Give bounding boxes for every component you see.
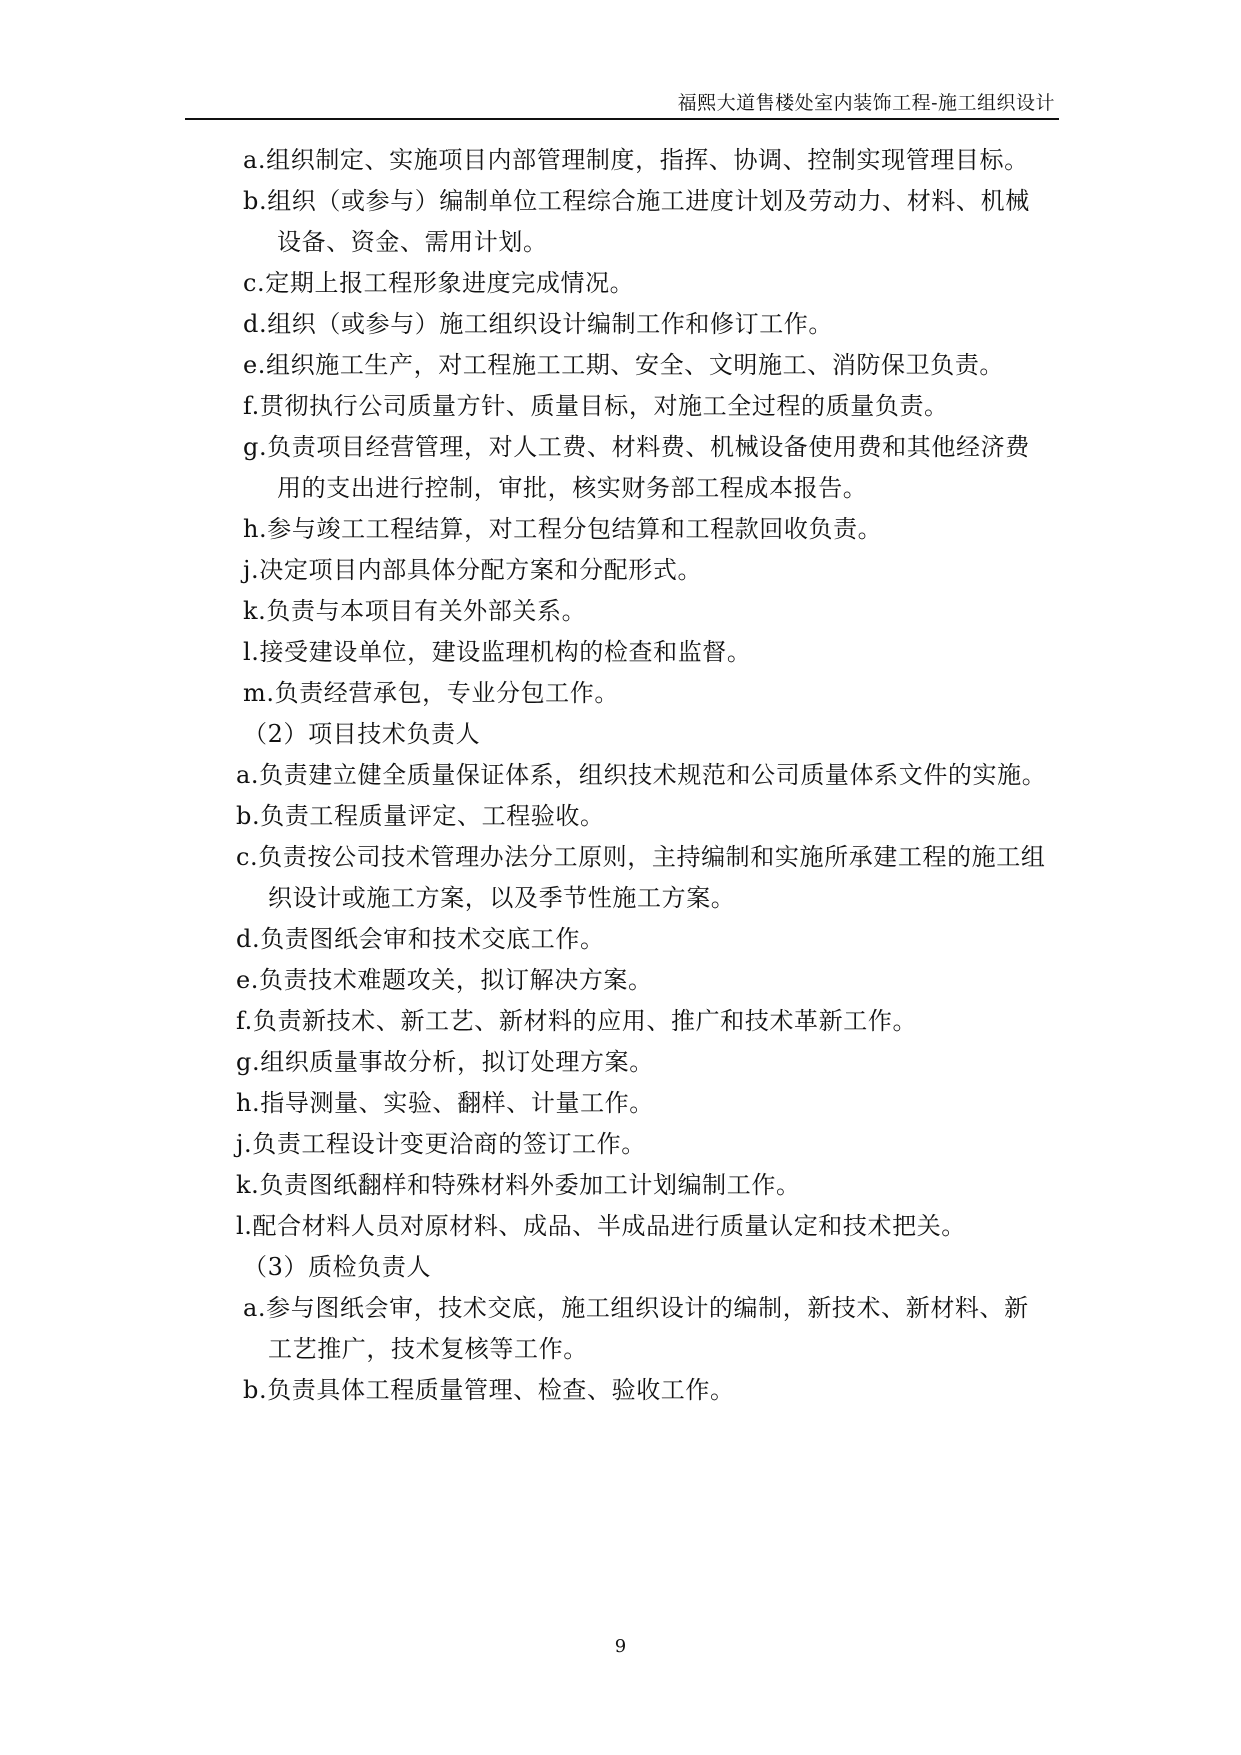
text-line: 织设计或施工方案，以及季节性施工方案。	[268, 884, 736, 912]
text-line: d.负责图纸会审和技术交底工作。	[236, 925, 605, 953]
text-line: 设备、资金、需用计划。	[277, 228, 548, 256]
page-number: 9	[614, 1636, 627, 1657]
page-header	[185, 86, 1059, 120]
text-line: a.负责建立健全质量保证体系，组织技术规范和公司质量体系文件的实施。	[236, 761, 1047, 789]
text-line: e.负责技术难题攻关，拟订解决方案。	[236, 966, 653, 994]
text-line: k.负责图纸翻样和特殊材料外委加工计划编制工作。	[236, 1171, 801, 1199]
text-line: f.负责新技术、新工艺、新材料的应用、推广和技术革新工作。	[236, 1007, 918, 1035]
header-title: 福熙大道售楼处室内装饰工程-施工组织设计	[677, 92, 1055, 114]
text-line: b.负责工程质量评定、工程验收。	[236, 802, 605, 830]
text-line: l.接受建设单位，建设监理机构的检查和监督。	[243, 638, 752, 666]
text-line: h.参与竣工工程结算，对工程分包结算和工程款回收负责。	[243, 515, 883, 543]
text-line: 工艺推广，技术复核等工作。	[268, 1335, 588, 1363]
text-line: b.负责具体工程质量管理、检查、验收工作。	[243, 1376, 735, 1404]
text-line: j.负责工程设计变更洽商的签订工作。	[236, 1130, 646, 1158]
text-line: b.组织（或参与）编制单位工程综合施工进度计划及劳动力、材料、机械	[243, 187, 1030, 215]
text-line: g.组织质量事故分析，拟订处理方案。	[236, 1048, 654, 1076]
text-line: 用的支出进行控制，审批，核实财务部工程成本报告。	[277, 474, 868, 502]
text-line: m.负责经营承包，专业分包工作。	[243, 679, 619, 707]
text-line: h.指导测量、实验、翻样、计量工作。	[236, 1089, 654, 1117]
text-line: a.参与图纸会审，技术交底，施工组织设计的编制，新技术、新材料、新	[243, 1294, 1029, 1322]
text-line: l.配合材料人员对原材料、成品、半成品进行质量认定和技术把关。	[236, 1212, 966, 1240]
text-line: g.负责项目经营管理，对人工费、材料费、机械设备使用费和其他经济费	[243, 433, 1030, 461]
section-heading: （3）质检负责人	[243, 1253, 432, 1281]
text-line: j.决定项目内部具体分配方案和分配形式。	[243, 556, 703, 584]
text-line: a.组织制定、实施项目内部管理制度，指挥、协调、控制实现管理目标。	[243, 146, 1029, 174]
text-line: d.组织（或参与）施工组织设计编制工作和修订工作。	[243, 310, 833, 338]
text-line: c.负责按公司技术管理办法分工原则，主持编制和实施所承建工程的施工组	[236, 843, 1046, 871]
section-heading: （2）项目技术负责人	[243, 720, 481, 748]
text-line: f.贯彻执行公司质量方针、质量目标，对施工全过程的质量负责。	[243, 392, 949, 420]
text-line: c.定期上报工程形象进度完成情况。	[243, 269, 635, 297]
text-line: k.负责与本项目有关外部关系。	[243, 597, 587, 625]
text-line: e.组织施工生产，对工程施工工期、安全、文明施工、消防保卫负责。	[243, 351, 1005, 379]
